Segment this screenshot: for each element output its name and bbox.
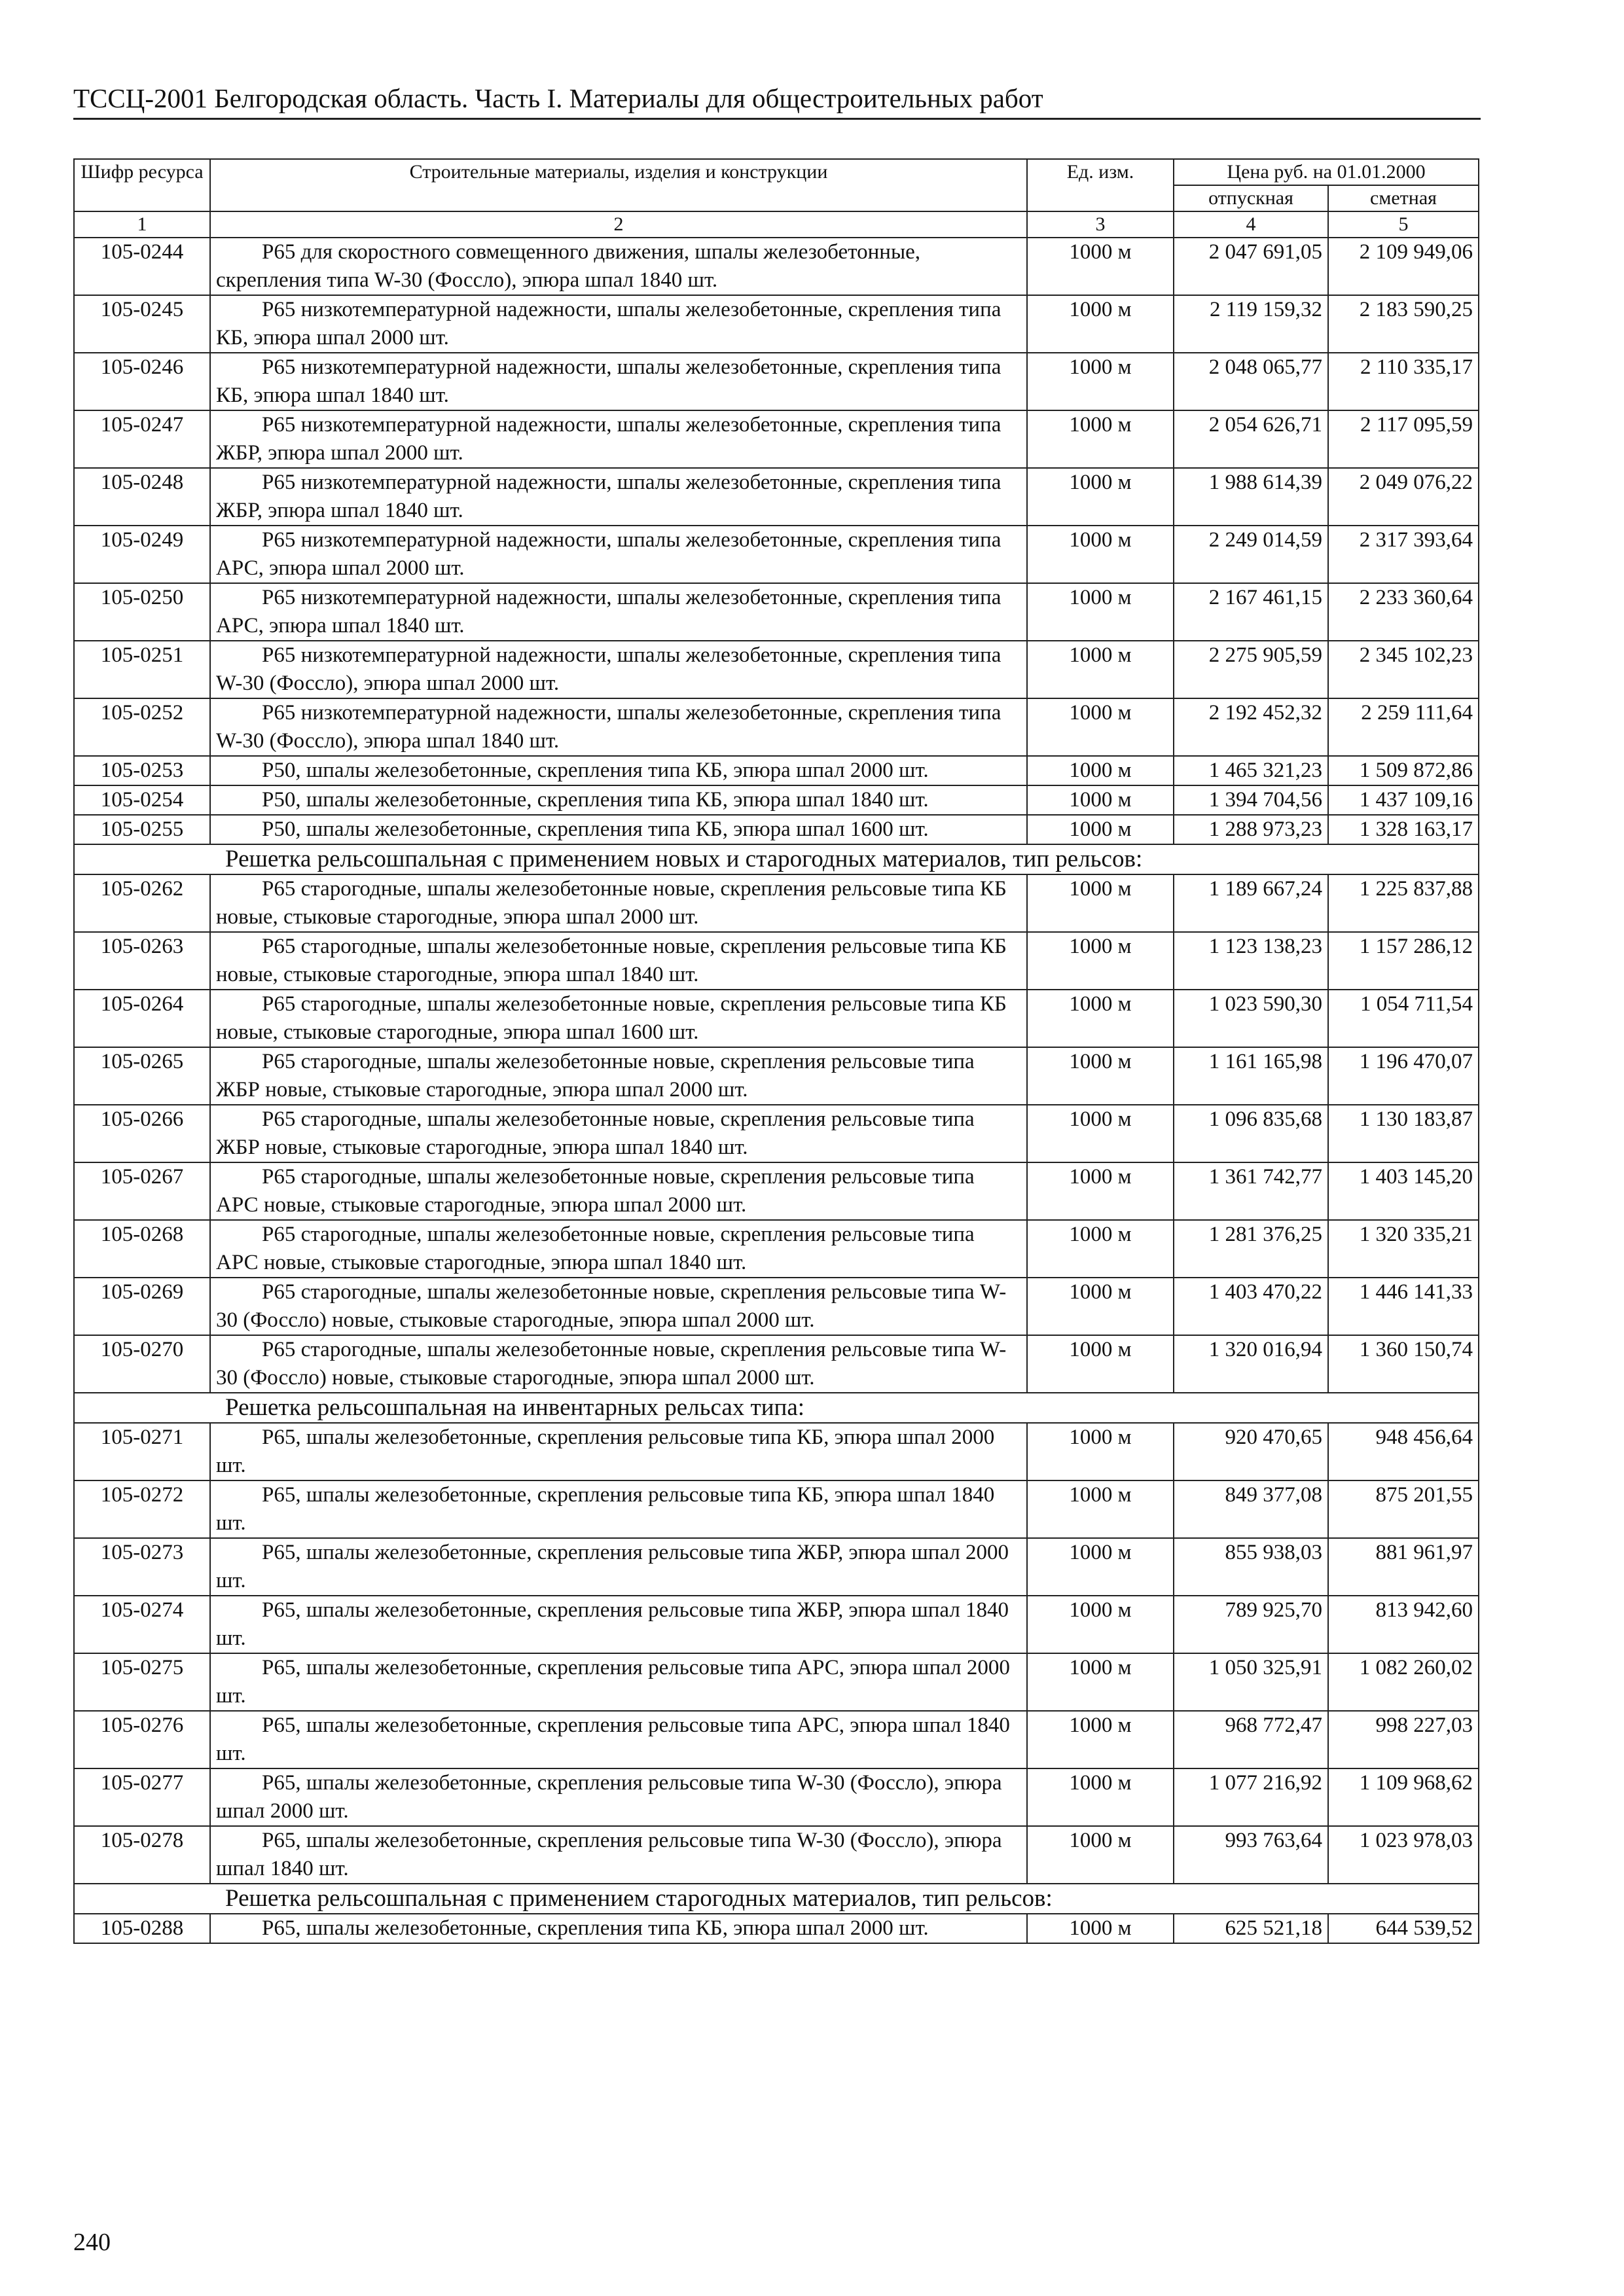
unit-cell: 1000 м: [1027, 785, 1174, 815]
description-cell: [210, 1220, 1027, 1278]
description-text: Р65, шпалы железобетонные, скрепления рельсовые типа W-30 (Фоссло), эпюра шпал 2000 шт.: [216, 1771, 1002, 1823]
table-row: [74, 238, 1479, 295]
resource-code-cell: 105-0268: [74, 1220, 210, 1278]
table-row: [74, 410, 1479, 468]
table-row: [74, 815, 1479, 844]
column-header-code: Шифр ресурса: [74, 159, 210, 211]
table-row: [74, 1538, 1479, 1596]
table-row: [74, 1653, 1479, 1711]
unit-cell: 1000 м: [1027, 583, 1174, 641]
unit-cell: 1000 м: [1027, 1653, 1174, 1711]
release-price-cell: 1 465 321,23: [1174, 756, 1328, 785]
table-row: [74, 1278, 1479, 1335]
table-row: [74, 1335, 1479, 1393]
estimate-price-cell: 1 023 978,03: [1328, 1826, 1479, 1884]
description-cell: [210, 1711, 1027, 1768]
release-price-cell: 1 288 973,23: [1174, 815, 1328, 844]
description-text: Р65 низкотемпературной надежности, шпалы железобетонные, скрепления типа W-30 (Фоссло), эпюра шпал 1840 шт.: [216, 701, 1001, 753]
table-row: [74, 583, 1479, 641]
column-number: 1: [74, 211, 210, 238]
release-price-cell: 2 047 691,05: [1174, 238, 1328, 295]
description-cell: [210, 1162, 1027, 1220]
column-header-unit: Ед. изм.: [1027, 159, 1174, 211]
resource-code-cell: 105-0247: [74, 410, 210, 468]
table-row: [74, 932, 1479, 990]
description-text: Р50, шпалы железобетонные, скрепления типа КБ, эпюра шпал 1600 шт.: [262, 817, 929, 841]
resource-code-cell: 105-0275: [74, 1653, 210, 1711]
resource-code-cell: 105-0272: [74, 1480, 210, 1538]
resource-code-cell: 105-0288: [74, 1914, 210, 1943]
description-text: Р65 низкотемпературной надежности, шпалы железобетонные, скрепления типа АРС, эпюра шпал 2000 шт.: [216, 528, 1001, 580]
resource-code-cell: 105-0246: [74, 353, 210, 410]
resource-code-cell: 105-0271: [74, 1423, 210, 1480]
release-price-cell: 2 054 626,71: [1174, 410, 1328, 468]
description-cell: [210, 785, 1027, 815]
description-text: Р65 старогодные, шпалы железобетонные новые, скрепления рельсовые типа ЖБР новые, стыковые старогодные, эпюра шпал 1840 шт.: [216, 1107, 975, 1159]
table-row: [74, 1480, 1479, 1538]
description-cell: [210, 1105, 1027, 1162]
unit-cell: 1000 м: [1027, 815, 1174, 844]
column-header-release-price: отпускная: [1174, 185, 1328, 211]
unit-cell: 1000 м: [1027, 1220, 1174, 1278]
description-text: Р65 низкотемпературной надежности, шпалы железобетонные, скрепления типа ЖБР, эпюра шпал 1840 шт.: [216, 471, 1001, 522]
unit-cell: 1000 м: [1027, 238, 1174, 295]
description-text: Р65 низкотемпературной надежности, шпалы железобетонные, скрепления типа АРС, эпюра шпал 1840 шт.: [216, 586, 1001, 637]
section-title: Решетка рельсошпальная с применением старогодных материалов, тип рельсов:: [74, 1884, 1479, 1914]
release-price-cell: 1 281 376,25: [1174, 1220, 1328, 1278]
description-cell: [210, 874, 1027, 932]
description-cell: [210, 468, 1027, 526]
estimate-price-cell: 813 942,60: [1328, 1596, 1479, 1653]
page-number: 240: [73, 2229, 111, 2256]
estimate-price-cell: 881 961,97: [1328, 1538, 1479, 1596]
header-rule: [73, 118, 1481, 120]
estimate-price-cell: 1 446 141,33: [1328, 1278, 1479, 1335]
column-number-row: [74, 211, 1479, 238]
release-price-cell: 2 119 159,32: [1174, 295, 1328, 353]
unit-cell: 1000 м: [1027, 410, 1174, 468]
unit-cell: 1000 м: [1027, 295, 1174, 353]
resource-code-cell: 105-0264: [74, 990, 210, 1047]
release-price-cell: 2 275 905,59: [1174, 641, 1328, 698]
table-row: [74, 1162, 1479, 1220]
unit-cell: 1000 м: [1027, 1596, 1174, 1653]
estimate-price-cell: 2 317 393,64: [1328, 526, 1479, 583]
resource-code-cell: 105-0262: [74, 874, 210, 932]
description-cell: [210, 698, 1027, 756]
description-cell: [210, 932, 1027, 990]
resource-code-cell: 105-0251: [74, 641, 210, 698]
description-cell: [210, 1278, 1027, 1335]
unit-cell: 1000 м: [1027, 990, 1174, 1047]
unit-cell: 1000 м: [1027, 468, 1174, 526]
resource-code-cell: 105-0255: [74, 815, 210, 844]
release-price-cell: 855 938,03: [1174, 1538, 1328, 1596]
release-price-cell: 789 925,70: [1174, 1596, 1328, 1653]
release-price-cell: 2 167 461,15: [1174, 583, 1328, 641]
estimate-price-cell: 998 227,03: [1328, 1711, 1479, 1768]
table-row: [74, 756, 1479, 785]
estimate-price-cell: 1 360 150,74: [1328, 1335, 1479, 1393]
resource-code-cell: 105-0267: [74, 1162, 210, 1220]
table-row: [74, 1596, 1479, 1653]
estimate-price-cell: 1 403 145,20: [1328, 1162, 1479, 1220]
release-price-cell: 993 763,64: [1174, 1826, 1328, 1884]
unit-cell: 1000 м: [1027, 526, 1174, 583]
description-cell: [210, 1768, 1027, 1826]
resource-code-cell: 105-0244: [74, 238, 210, 295]
description-cell: [210, 583, 1027, 641]
estimate-price-cell: 1 196 470,07: [1328, 1047, 1479, 1105]
column-number: 5: [1328, 211, 1479, 238]
release-price-cell: 1 123 138,23: [1174, 932, 1328, 990]
table-row: [74, 874, 1479, 932]
unit-cell: 1000 м: [1027, 874, 1174, 932]
unit-cell: 1000 м: [1027, 1335, 1174, 1393]
estimate-price-cell: 2 345 102,23: [1328, 641, 1479, 698]
estimate-price-cell: 2 110 335,17: [1328, 353, 1479, 410]
table-row: [74, 1914, 1479, 1943]
estimate-price-cell: 948 456,64: [1328, 1423, 1479, 1480]
unit-cell: 1000 м: [1027, 1278, 1174, 1335]
description-text: Р65, шпалы железобетонные, скрепления рельсовые типа ЖБР, эпюра шпал 1840 шт.: [216, 1598, 1009, 1650]
estimate-price-cell: 1 225 837,88: [1328, 874, 1479, 932]
unit-cell: 1000 м: [1027, 1423, 1174, 1480]
table-row: [74, 1423, 1479, 1480]
release-price-cell: 1 403 470,22: [1174, 1278, 1328, 1335]
estimate-price-cell: 1 157 286,12: [1328, 932, 1479, 990]
unit-cell: 1000 м: [1027, 698, 1174, 756]
section-title: Решетка рельсошпальная с применением новых и старогодных материалов, тип рельсов:: [74, 844, 1479, 874]
table-row: [74, 526, 1479, 583]
resource-code-cell: 105-0245: [74, 295, 210, 353]
table-row: [74, 1826, 1479, 1884]
estimate-price-cell: 2 109 949,06: [1328, 238, 1479, 295]
description-text: Р65 старогодные, шпалы железобетонные новые, скрепления рельсовые типа W-30 (Фоссло) новые, стыковые старогодные, эпюра шпал 2000 шт.: [216, 1280, 1007, 1332]
description-cell: [210, 1914, 1027, 1943]
estimate-price-cell: 1 437 109,16: [1328, 785, 1479, 815]
unit-cell: 1000 м: [1027, 1826, 1174, 1884]
description-text: Р50, шпалы железобетонные, скрепления типа КБ, эпюра шпал 1840 шт.: [262, 788, 929, 812]
unit-cell: 1000 м: [1027, 1047, 1174, 1105]
release-price-cell: 1 361 742,77: [1174, 1162, 1328, 1220]
release-price-cell: 2 048 065,77: [1174, 353, 1328, 410]
description-cell: [210, 1596, 1027, 1653]
unit-cell: 1000 м: [1027, 932, 1174, 990]
release-price-cell: 920 470,65: [1174, 1423, 1328, 1480]
resource-code-cell: 105-0254: [74, 785, 210, 815]
description-text: Р65 низкотемпературной надежности, шпалы железобетонные, скрепления типа КБ, эпюра шпал 2000 шт.: [216, 298, 1001, 350]
description-cell: [210, 410, 1027, 468]
table-row: [74, 698, 1479, 756]
description-text: Р65 низкотемпературной надежности, шпалы железобетонные, скрепления типа ЖБР, эпюра шпал 2000 шт.: [216, 413, 1001, 465]
resource-code-cell: 105-0276: [74, 1711, 210, 1768]
estimate-price-cell: 1 320 335,21: [1328, 1220, 1479, 1278]
table-header-row: [74, 159, 1479, 185]
unit-cell: 1000 м: [1027, 1162, 1174, 1220]
table-row: [74, 1047, 1479, 1105]
release-price-cell: 968 772,47: [1174, 1711, 1328, 1768]
page-header-title: ТССЦ-2001 Белгородская область. Часть I. Материалы для общестроительных работ: [73, 83, 1043, 113]
estimate-price-cell: 1 109 968,62: [1328, 1768, 1479, 1826]
resource-code-cell: 105-0270: [74, 1335, 210, 1393]
table-row: [74, 1220, 1479, 1278]
section-title: Решетка рельсошпальная на инвентарных рельсах типа:: [74, 1393, 1479, 1423]
description-cell: [210, 1480, 1027, 1538]
release-price-cell: 1 394 704,56: [1174, 785, 1328, 815]
column-header-estimate-price: сметная: [1328, 185, 1479, 211]
column-header-price-group: Цена руб. на 01.01.2000: [1174, 159, 1479, 185]
estimate-price-cell: 1 082 260,02: [1328, 1653, 1479, 1711]
table-row: [74, 990, 1479, 1047]
description-text: Р65 старогодные, шпалы железобетонные новые, скрепления рельсовые типа АРС новые, стыковые старогодные, эпюра шпал 1840 шт.: [216, 1223, 975, 1274]
description-cell: [210, 1335, 1027, 1393]
section-row: [74, 1884, 1479, 1914]
description-text: Р65, шпалы железобетонные, скрепления рельсовые типа КБ, эпюра шпал 2000 шт.: [216, 1426, 995, 1477]
description-text: Р65 старогодные, шпалы железобетонные новые, скрепления рельсовые типа ЖБР новые, стыковые старогодные, эпюра шпал 2000 шт.: [216, 1050, 975, 1102]
description-cell: [210, 1047, 1027, 1105]
release-price-cell: 849 377,08: [1174, 1480, 1328, 1538]
description-cell: [210, 990, 1027, 1047]
release-price-cell: 1 189 667,24: [1174, 874, 1328, 932]
table-row: [74, 1105, 1479, 1162]
release-price-cell: 2 192 452,32: [1174, 698, 1328, 756]
resource-code-cell: 105-0269: [74, 1278, 210, 1335]
resource-code-cell: 105-0278: [74, 1826, 210, 1884]
estimate-price-cell: 2 117 095,59: [1328, 410, 1479, 468]
release-price-cell: 1 096 835,68: [1174, 1105, 1328, 1162]
unit-cell: 1000 м: [1027, 353, 1174, 410]
description-cell: [210, 641, 1027, 698]
unit-cell: 1000 м: [1027, 1914, 1174, 1943]
release-price-cell: 625 521,18: [1174, 1914, 1328, 1943]
resource-code-cell: 105-0263: [74, 932, 210, 990]
table-row: [74, 295, 1479, 353]
resource-code-cell: 105-0265: [74, 1047, 210, 1105]
estimate-price-cell: 1 130 183,87: [1328, 1105, 1479, 1162]
resource-code-cell: 105-0248: [74, 468, 210, 526]
description-text: Р65, шпалы железобетонные, скрепления рельсовые типа W-30 (Фоссло), эпюра шпал 1840 шт.: [216, 1829, 1002, 1880]
description-text: Р65 старогодные, шпалы железобетонные новые, скрепления рельсовые типа КБ новые, стыковые старогодные, эпюра шпал 1600 шт.: [216, 992, 1007, 1044]
description-text: Р65 старогодные, шпалы железобетонные новые, скрепления рельсовые типа W-30 (Фоссло) новые, стыковые старогодные, эпюра шпал 2000 шт.: [216, 1338, 1007, 1390]
description-text: Р65 старогодные, шпалы железобетонные новые, скрепления рельсовые типа КБ новые, стыковые старогодные, эпюра шпал 1840 шт.: [216, 935, 1007, 986]
description-text: Р65 старогодные, шпалы железобетонные новые, скрепления рельсовые типа АРС новые, стыковые старогодные, эпюра шпал 2000 шт.: [216, 1165, 975, 1217]
table-row: [74, 468, 1479, 526]
estimate-price-cell: 875 201,55: [1328, 1480, 1479, 1538]
release-price-cell: 1 988 614,39: [1174, 468, 1328, 526]
description-cell: [210, 815, 1027, 844]
description-cell: [210, 1826, 1027, 1884]
release-price-cell: 1 050 325,91: [1174, 1653, 1328, 1711]
column-number: 4: [1174, 211, 1328, 238]
description-text: Р65 для скоростного совмещенного движения, шпалы железобетонные, скрепления типа W-30 (Фоссло), эпюра шпал 1840 шт.: [216, 240, 921, 292]
release-price-cell: 1 023 590,30: [1174, 990, 1328, 1047]
column-number: 2: [210, 211, 1027, 238]
table-row: [74, 1711, 1479, 1768]
description-cell: [210, 1423, 1027, 1480]
description-text: Р65, шпалы железобетонные, скрепления рельсовые типа АРС, эпюра шпал 2000 шт.: [216, 1656, 1010, 1708]
unit-cell: 1000 м: [1027, 641, 1174, 698]
estimate-price-cell: 2 183 590,25: [1328, 295, 1479, 353]
resource-code-cell: 105-0252: [74, 698, 210, 756]
unit-cell: 1000 м: [1027, 1105, 1174, 1162]
estimate-price-cell: 1 054 711,54: [1328, 990, 1479, 1047]
unit-cell: 1000 м: [1027, 1538, 1174, 1596]
estimate-price-cell: 1 328 163,17: [1328, 815, 1479, 844]
table-row: [74, 1768, 1479, 1826]
description-cell: [210, 295, 1027, 353]
description-cell: [210, 1538, 1027, 1596]
unit-cell: 1000 м: [1027, 756, 1174, 785]
estimate-price-cell: 2 233 360,64: [1328, 583, 1479, 641]
description-text: Р65 низкотемпературной надежности, шпалы железобетонные, скрепления типа W-30 (Фоссло), эпюра шпал 2000 шт.: [216, 643, 1001, 695]
description-cell: [210, 526, 1027, 583]
resource-code-cell: 105-0253: [74, 756, 210, 785]
resource-code-cell: 105-0266: [74, 1105, 210, 1162]
unit-cell: 1000 м: [1027, 1711, 1174, 1768]
table-row: [74, 353, 1479, 410]
resource-code-cell: 105-0274: [74, 1596, 210, 1653]
resource-code-cell: 105-0249: [74, 526, 210, 583]
description-cell: [210, 756, 1027, 785]
release-price-cell: 1 320 016,94: [1174, 1335, 1328, 1393]
price-table: [73, 158, 1479, 1944]
table-body: [74, 238, 1479, 1943]
description-text: Р65, шпалы железобетонные, скрепления рельсовые типа АРС, эпюра шпал 1840 шт.: [216, 1713, 1010, 1765]
unit-cell: 1000 м: [1027, 1768, 1174, 1826]
estimate-price-cell: 1 509 872,86: [1328, 756, 1479, 785]
table-row: [74, 641, 1479, 698]
estimate-price-cell: 2 259 111,64: [1328, 698, 1479, 756]
column-header-description: Строительные материалы, изделия и конструкции: [210, 159, 1027, 211]
section-row: [74, 1393, 1479, 1423]
resource-code-cell: 105-0277: [74, 1768, 210, 1826]
estimate-price-cell: 644 539,52: [1328, 1914, 1479, 1943]
release-price-cell: 1 161 165,98: [1174, 1047, 1328, 1105]
description-text: Р50, шпалы железобетонные, скрепления типа КБ, эпюра шпал 2000 шт.: [262, 759, 929, 782]
estimate-price-cell: 2 049 076,22: [1328, 468, 1479, 526]
column-number: 3: [1027, 211, 1174, 238]
description-cell: [210, 238, 1027, 295]
table-row: [74, 785, 1479, 815]
section-row: [74, 844, 1479, 874]
description-cell: [210, 1653, 1027, 1711]
description-text: Р65, шпалы железобетонные, скрепления типа КБ, эпюра шпал 2000 шт.: [262, 1916, 929, 1940]
resource-code-cell: 105-0250: [74, 583, 210, 641]
release-price-cell: 1 077 216,92: [1174, 1768, 1328, 1826]
resource-code-cell: 105-0273: [74, 1538, 210, 1596]
description-text: Р65 низкотемпературной надежности, шпалы железобетонные, скрепления типа КБ, эпюра шпал 1840 шт.: [216, 355, 1001, 407]
unit-cell: 1000 м: [1027, 1480, 1174, 1538]
description-text: Р65, шпалы железобетонные, скрепления рельсовые типа ЖБР, эпюра шпал 2000 шт.: [216, 1541, 1009, 1592]
description-text: Р65 старогодные, шпалы железобетонные новые, скрепления рельсовые типа КБ новые, стыковые старогодные, эпюра шпал 2000 шт.: [216, 877, 1007, 929]
description-text: Р65, шпалы железобетонные, скрепления рельсовые типа КБ, эпюра шпал 1840 шт.: [216, 1483, 995, 1535]
release-price-cell: 2 249 014,59: [1174, 526, 1328, 583]
description-cell: [210, 353, 1027, 410]
